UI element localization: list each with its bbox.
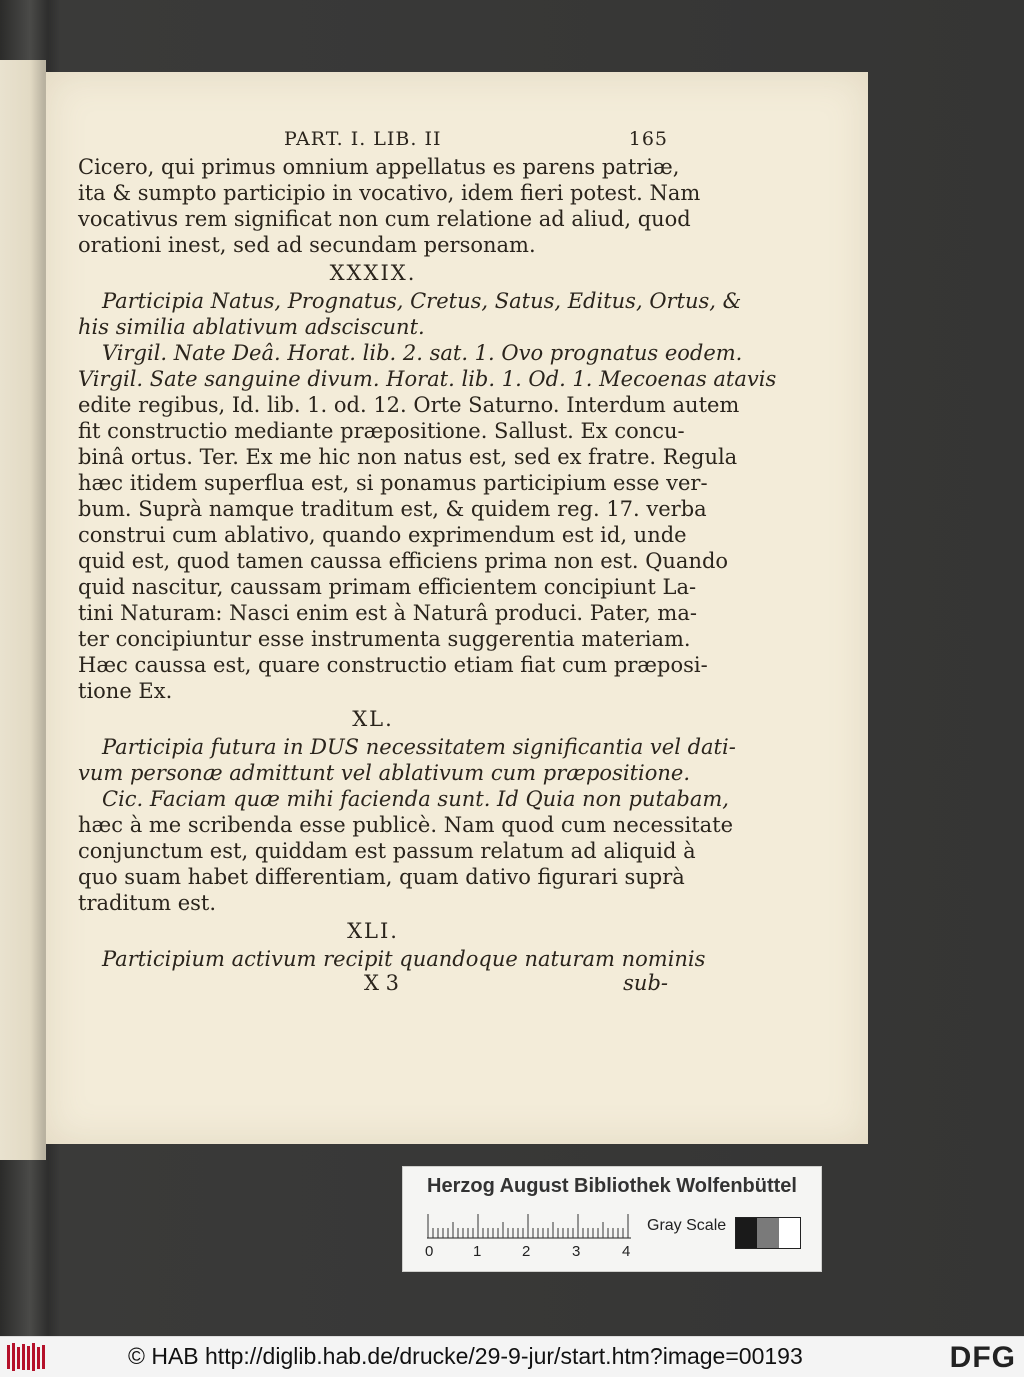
left-page-edge — [0, 60, 46, 1160]
body-paragraph — [78, 786, 734, 916]
scale-label: 3 — [572, 1243, 581, 1260]
text-line: binâ ortus. Ter. Ex me hic non natus est, sed ex fratre. Regula — [78, 445, 738, 469]
section-heading: XL. — [352, 707, 394, 731]
rule-text — [78, 734, 736, 786]
text-line: vocativus rem significat non cum relatione ad aliud, quod — [78, 207, 691, 231]
section-heading: XXXIX. — [329, 261, 417, 285]
body-paragraph — [78, 340, 777, 704]
text-line: bum. Suprà namque traditum est, & quidem reg. 17. verba — [78, 497, 707, 521]
text-line: Cicero, qui primus omnium appellatus es parens patriæ, — [78, 155, 680, 179]
text-line: Virgil. Sate sanguine divum. Horat. lib. 1. Od. 1. Mecoenas atavis — [78, 367, 777, 391]
text-line: ita & sumpto participio in vocativo, idem fieri potest. Nam — [78, 181, 701, 205]
text-line: tione Ex. — [78, 679, 173, 703]
signature-mark: X 3 — [364, 971, 399, 995]
text-line: his similia ablativum adsciscunt. — [78, 315, 425, 339]
gray-swatches — [735, 1217, 801, 1249]
section-heading: XLI. — [347, 919, 399, 943]
scale-label: 4 — [622, 1243, 631, 1260]
scale-label: 1 — [473, 1243, 482, 1260]
text-line: quid nascitur, caussam primam efficientem concipiunt La- — [78, 575, 697, 599]
footer-bar — [0, 1336, 1024, 1377]
ruler-ticks — [425, 1213, 635, 1239]
running-header — [78, 126, 668, 152]
page-text — [78, 126, 777, 996]
text-line: Cic. Faciam quæ mihi facienda sunt. Id Quia non putabam, — [102, 787, 729, 811]
copyright-link[interactable]: © HAB http://diglib.hab.de/drucke/29-9-jur/start.htm?image=00193 — [128, 1343, 803, 1369]
text-line: fit constructio mediante præpositione. Sallust. Ex concu- — [78, 419, 685, 443]
color-calibration-card — [402, 1166, 822, 1272]
text-line: construi cum ablativo, quando exprimendum est id, unde — [78, 523, 687, 547]
header-title: PART. I. LIB. II — [284, 128, 442, 150]
text-line: ter concipiuntur esse instrumenta suggerentia materiam. — [78, 627, 691, 651]
rule-text — [78, 288, 742, 340]
text-line: Participia Natus, Prognatus, Cretus, Satus, Editus, Ortus, & — [102, 289, 742, 313]
scale-label: 0 — [425, 1243, 434, 1260]
gray-scale-label: Gray Scale — [647, 1217, 727, 1234]
hab-logo-icon — [6, 1341, 46, 1373]
text-line: Hæc caussa est, quare constructio etiam fiat cum præposi- — [78, 653, 708, 677]
text-line: Virgil. Nate Deâ. Horat. lib. 2. sat. 1. Ovo prognatus eodem. — [102, 341, 743, 365]
text-line: conjunctum est, quiddam est passum relatum ad aliquid à — [78, 839, 696, 863]
gray-swatch — [736, 1218, 757, 1248]
page-footer — [78, 970, 668, 996]
page-number: 165 — [628, 128, 668, 150]
rule-text: Participium activum recipit quandoque naturam nominis — [102, 947, 706, 971]
book-page — [46, 72, 868, 1144]
text-line: quid est, quod tamen caussa efficiens prima non est. Quando — [78, 549, 729, 573]
text-line: traditum est. — [78, 891, 217, 915]
scale-label: 2 — [522, 1243, 531, 1260]
text-line: quo suam habet differentiam, quam dativo figurari suprà — [78, 865, 685, 889]
card-title: Herzog August Bibliothek Wolfenbüttel — [427, 1175, 797, 1197]
gray-swatch — [779, 1218, 800, 1248]
text-line: orationi inest, sed ad secundam personam. — [78, 233, 536, 257]
scale-ruler — [425, 1213, 635, 1260]
catchword: sub- — [623, 971, 668, 995]
intro-paragraph — [78, 154, 701, 258]
text-line: hæc à me scribenda esse publicè. Nam quod cum necessitate — [78, 813, 734, 837]
text-line: hæc itidem superflua est, si ponamus participium esse ver- — [78, 471, 708, 495]
text-line: Participia futura in DUS necessitatem significantia vel dati- — [102, 735, 736, 759]
text-line: vum personæ admittunt vel ablativum cum præpositione. — [78, 761, 690, 785]
dfg-logo: DFG — [949, 1341, 1016, 1374]
text-line: edite regibus, Id. lib. 1. od. 12. Orte Saturno. Interdum autem — [78, 393, 740, 417]
text-line: tini Naturam: Nasci enim est à Naturâ produci. Pater, ma- — [78, 601, 697, 625]
gray-swatch — [757, 1218, 778, 1248]
